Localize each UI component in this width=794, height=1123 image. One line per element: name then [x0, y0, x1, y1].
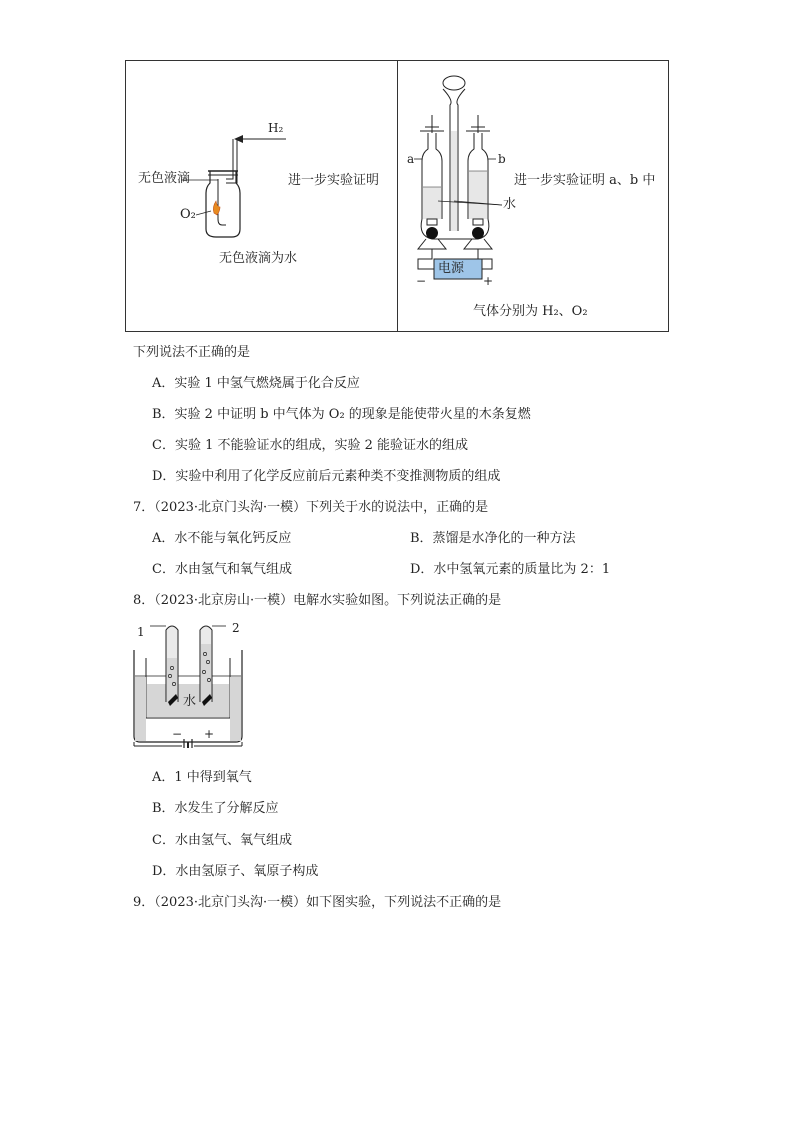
tube-b-label: b — [498, 152, 506, 166]
electrolysis-figure-q8 — [128, 618, 258, 748]
q8-stem: 8．（2023·北京房山·一模）电解水实验如图。下列说法正确的是 — [133, 593, 502, 608]
q6-option-b: B．实验 2 中证明 b 中气体为 O₂ 的现象是能使带火星的木条复燃 — [152, 407, 531, 422]
tube-a-label: a — [407, 152, 415, 166]
o2-label: O₂ — [180, 207, 196, 222]
q6-option-a: A．实验 1 中氢气燃烧属于化合反应 — [152, 376, 360, 391]
q7-option-b: B．蒸馏是水净化的一种方法 — [410, 531, 576, 546]
tube-1-label: 1 — [137, 625, 145, 639]
left-caption-mid: 进一步实验证明 — [288, 173, 380, 188]
q8-minus-sign: − — [172, 727, 183, 741]
drop-label: 无色液滴 — [138, 171, 191, 186]
right-caption-bottom: 气体分别为 H₂、O₂ — [473, 304, 588, 319]
hydrogen-combustion-figure — [126, 61, 396, 331]
q7-stem: 7．（2023·北京门头沟·一模）下列关于水的说法中，正确的是 — [133, 500, 489, 515]
q8-option-b: B．水发生了分解反应 — [152, 801, 279, 816]
figure-table — [125, 60, 669, 332]
water-label: 水 — [503, 197, 517, 212]
electrolysis-apparatus-figure — [398, 61, 670, 331]
h2-label: H₂ — [268, 121, 284, 135]
q7-option-d: D．水中氢氧元素的质量比为 2：1 — [410, 562, 611, 577]
right-caption-mid: 进一步实验证明 a、b 中 — [514, 173, 656, 188]
minus-sign: − — [416, 274, 427, 288]
plus-sign: + — [483, 274, 494, 288]
q8-option-d: D．水由氢原子、氧原子构成 — [152, 864, 319, 879]
q8-option-c: C．水由氢气、氧气组成 — [152, 833, 292, 848]
left-caption-bottom: 无色液滴为水 — [219, 251, 298, 266]
q8-option-a: A．1 中得到氧气 — [152, 770, 252, 785]
q9-stem: 9．（2023·北京门头沟·一模）如下图实验，下列说法不正确的是 — [133, 895, 502, 910]
tube-2-label: 2 — [232, 621, 240, 635]
q8-plus-sign: + — [204, 727, 215, 741]
q6-option-d: D．实验中利用了化学反应前后元素种类不变推测物质的组成 — [152, 469, 501, 484]
q8-water-label: 水 — [183, 694, 197, 709]
q7-option-c: C．水由氢气和氧气组成 — [152, 562, 292, 577]
q6-stem: 下列说法不正确的是 — [133, 345, 251, 360]
power-label: 电源 — [438, 261, 465, 276]
q7-option-a: A．水不能与氧化钙反应 — [152, 531, 292, 546]
q6-option-c: C．实验 1 不能验证水的组成，实验 2 能验证水的组成 — [152, 438, 469, 453]
flame-icon — [213, 201, 220, 215]
